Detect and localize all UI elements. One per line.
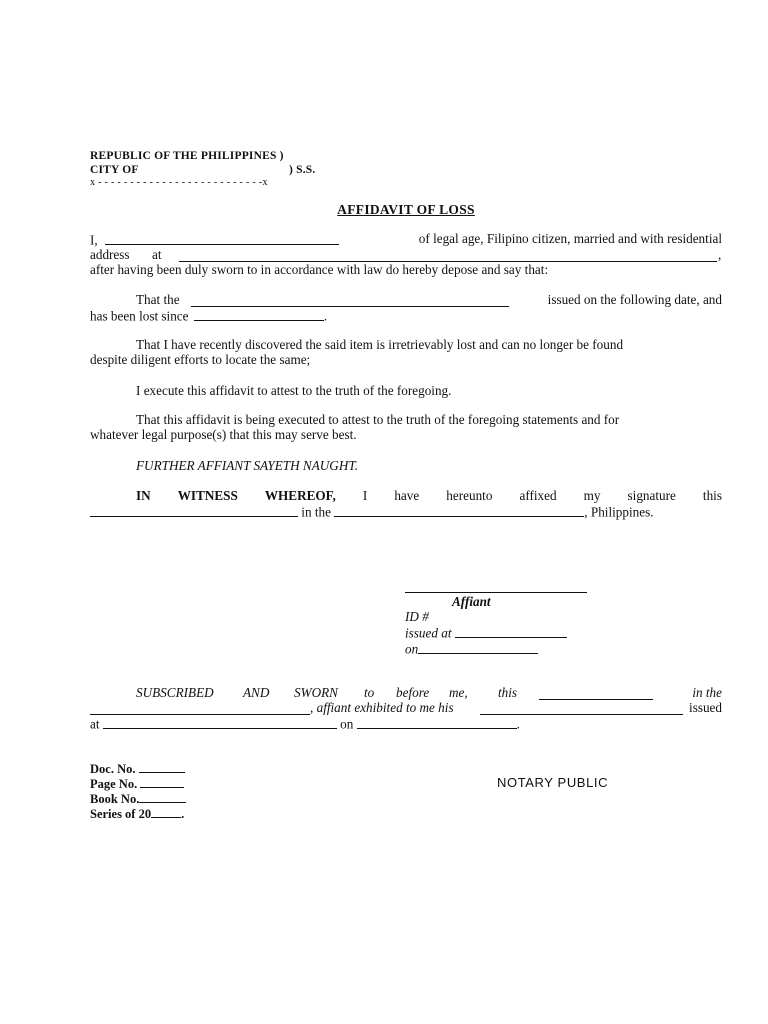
affiant-id: ID # bbox=[405, 609, 429, 624]
affiant-issued-at bbox=[405, 624, 567, 642]
affiant-on bbox=[405, 640, 538, 658]
para4-line-2: whatever legal purpose(s) that this may serve best. bbox=[90, 427, 357, 442]
para2-line-2: despite diligent efforts to locate the same; bbox=[90, 352, 311, 367]
jurat-period: . bbox=[516, 716, 520, 732]
jurat-word: AND bbox=[243, 685, 270, 700]
jurat-in-the: in the bbox=[692, 685, 722, 700]
witness-word: affixed bbox=[519, 488, 557, 503]
book-no-label: Book No. bbox=[90, 791, 140, 806]
affiant-signature-line bbox=[405, 592, 587, 593]
jurat-word: this bbox=[498, 685, 518, 700]
caption-city-label: CITY OF bbox=[90, 164, 139, 176]
doc-no-label: Doc. No. bbox=[90, 761, 136, 776]
name-blank bbox=[105, 231, 339, 245]
on-label: on bbox=[405, 641, 419, 657]
intro-line-2 bbox=[90, 247, 722, 263]
jurat-line-3 bbox=[90, 715, 520, 733]
intro-line-1 bbox=[90, 231, 722, 249]
caption-ss: ) S.S. bbox=[289, 164, 316, 176]
witness-word: WITNESS bbox=[177, 488, 238, 503]
witness-line-2 bbox=[90, 503, 654, 521]
witness-word: signature bbox=[627, 488, 676, 503]
jurat-id-place-blank bbox=[103, 715, 337, 729]
jurat-word: to bbox=[364, 685, 375, 700]
signing-date-blank bbox=[90, 503, 298, 517]
intro-i: I, bbox=[90, 232, 98, 248]
para1-lost-since: has been lost since bbox=[90, 308, 189, 324]
jurat-word: before bbox=[396, 685, 430, 700]
series-label: Series of 20 bbox=[90, 806, 152, 821]
para1-line-1 bbox=[90, 292, 722, 308]
caption-x-line: x - - - - - - - - - - - - - - - - - - - - - - - - - -x bbox=[90, 177, 268, 188]
witness-word: have bbox=[394, 488, 420, 503]
caption-republic: REPUBLIC OF THE PHILIPPINES ) bbox=[90, 150, 284, 162]
caption-city bbox=[90, 164, 320, 176]
jurat-word: me, bbox=[449, 685, 468, 700]
document-title: AFFIDAVIT OF LOSS bbox=[337, 202, 475, 217]
intro-address: address bbox=[90, 247, 130, 262]
signing-place-blank bbox=[334, 503, 584, 517]
affiant-label: Affiant bbox=[452, 594, 491, 609]
para1-line-2 bbox=[90, 307, 327, 325]
intro-comma: , bbox=[718, 247, 722, 262]
series bbox=[90, 805, 184, 822]
para1-that-the: That the bbox=[136, 292, 180, 307]
page-no-label: Page No. bbox=[90, 776, 138, 791]
witness-word: my bbox=[583, 488, 601, 503]
book-no-blank bbox=[139, 790, 186, 803]
witness-philippines: , Philippines. bbox=[584, 504, 654, 520]
doc-no-blank bbox=[139, 760, 185, 773]
jurat-issued: issued bbox=[689, 700, 722, 715]
series-blank bbox=[151, 805, 181, 818]
jurat-at: at bbox=[90, 716, 100, 732]
jurat-on: on bbox=[340, 716, 354, 732]
para2-line-1: That I have recently discovered the said item is irretrievably lost and can no longer be found bbox=[136, 337, 624, 352]
witness-word: I bbox=[362, 488, 368, 503]
para4-line-1: That this affidavit is being executed to attest to the truth of the foregoing statements and for bbox=[136, 412, 620, 427]
witness-in-the: in the bbox=[301, 504, 331, 520]
witness-word: IN bbox=[136, 488, 151, 503]
witness-word: WHEREOF, bbox=[264, 488, 336, 503]
series-period: . bbox=[181, 806, 185, 821]
para1-period: . bbox=[323, 308, 328, 324]
jurat-exhibited: , affiant exhibited to me his bbox=[310, 700, 454, 715]
lost-date-blank bbox=[194, 307, 324, 321]
para3: I execute this affidavit to attest to the truth of the foregoing. bbox=[136, 383, 452, 398]
page-no-blank bbox=[140, 775, 184, 788]
jurat-id-date-blank bbox=[357, 715, 517, 729]
on-blank bbox=[418, 640, 538, 654]
notary-public-label: NOTARY PUBLIC bbox=[497, 775, 609, 790]
witness-line-1 bbox=[136, 488, 722, 504]
issued-at-label: issued at bbox=[405, 625, 452, 641]
intro-at: at bbox=[152, 247, 162, 262]
issued-at-blank bbox=[455, 624, 567, 638]
further-affiant: FURTHER AFFIANT SAYETH NAUGHT. bbox=[136, 458, 359, 473]
intro-legal-age: of legal age, Filipino citizen, married and with residential bbox=[418, 231, 722, 246]
jurat-word: SWORN bbox=[294, 685, 338, 700]
para1-issued: issued on the following date, and bbox=[547, 292, 722, 307]
witness-word: hereunto bbox=[446, 488, 493, 503]
intro-line-3: after having been duly sworn to in accordance with law do hereby depose and say that: bbox=[90, 262, 549, 277]
jurat-word: SUBSCRIBED bbox=[136, 685, 214, 700]
witness-word: this bbox=[702, 488, 722, 503]
